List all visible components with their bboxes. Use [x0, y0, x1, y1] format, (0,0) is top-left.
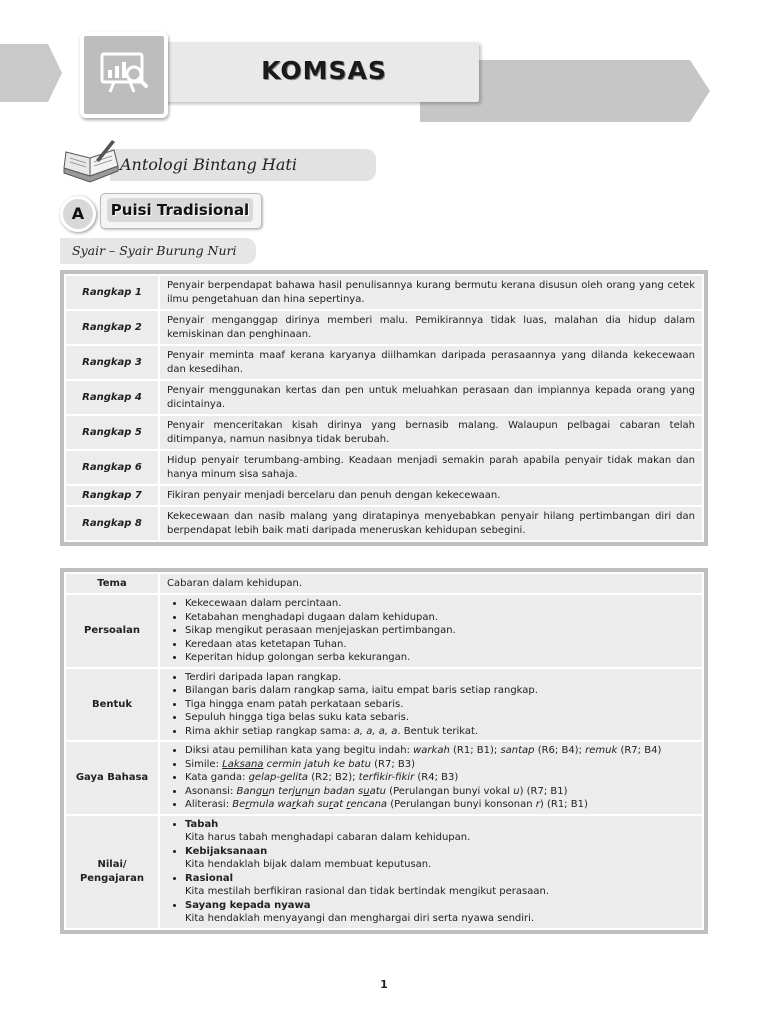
- stanza-label: Rangkap 2: [66, 311, 158, 344]
- stanza-label: Rangkap 7: [66, 486, 158, 505]
- diksi-prefix: Diksi atau pemilihan kata yang begitu indah:: [185, 745, 414, 756]
- phrase-part: atu: [369, 785, 386, 797]
- part-title-box: [100, 193, 262, 229]
- stanza-summary: Fikiran penyair menjadi bercelaru dan penuh dengan kekecewaan.: [160, 486, 702, 505]
- list-item: [185, 818, 695, 845]
- anthology-title: Antologi Bintang Hati: [120, 155, 297, 174]
- list-item: [185, 744, 695, 758]
- stanza-summary: Penyair meminta maaf kerana karyanya diilhamkan daripada perasaannya yang dilanda kekecewaan dan kesedihan.: [160, 346, 702, 379]
- list-item: • Tiga hingga enam patah perkataan sebaris.: [185, 698, 695, 712]
- phrase-underlined: r: [346, 799, 351, 810]
- list-item: • Keperitan hidup golongan serba kekurangan.: [185, 651, 695, 665]
- tema-value: Cabaran dalam kehidupan.: [160, 574, 702, 593]
- phrase-underlined: r: [291, 799, 296, 810]
- asonansi-vowel: u: [513, 785, 520, 797]
- nilai-title: Tabah: [185, 818, 219, 830]
- phrase-part: Bang: [236, 785, 263, 797]
- diksi-word: remuk: [585, 745, 618, 756]
- presentation-search-icon: [96, 46, 152, 102]
- stanza-summary: Penyair berpendapat bahawa hasil penulisannya kurang bermutu kerana disusun oleh orang yang cetek ilmu pengetahuan dan hina sepertinya.: [160, 276, 702, 309]
- nilai-label-line2: Pengajaran: [79, 872, 145, 884]
- stanza-label: Rangkap 1: [66, 276, 158, 309]
- stanza-summary: Hidup penyair terumbang-ambing. Keadaan menjadi semakin parah apabila penyair tidak makan dan hanya minum sisa sahaja.: [160, 451, 702, 484]
- stanza-summary: Penyair menggunakan kertas dan pen untuk meluahkan perasaan dan impiannya kepada orang yang dicintainya.: [160, 381, 702, 414]
- list-item: • Kekecewaan dalam percintaan.: [185, 597, 695, 611]
- table-row: [66, 346, 702, 379]
- stanza-summary: Penyair menceritakan kisah dirinya yang bernasib malang. Walaupun pelbagai cabaran telah ditimpanya, namun nasibnya tidak berubah.: [160, 416, 702, 449]
- phrase-underlined: r: [328, 799, 334, 810]
- part-title-inner: [107, 198, 253, 222]
- table-row: [66, 416, 702, 449]
- page-number: 1: [380, 978, 388, 991]
- list-item: • Keredaan atas ketetapan Tuhan.: [185, 638, 695, 652]
- analysis-table-frame: [60, 568, 708, 934]
- simile-prefix: Simile:: [185, 758, 223, 770]
- phrase-part: at: [333, 799, 347, 810]
- logo-badge: [80, 32, 168, 118]
- list-item: [185, 845, 695, 872]
- kata-ganda-word: gelap-gelita: [248, 772, 309, 783]
- table-row: [66, 742, 702, 814]
- row-label-bentuk: Bentuk: [66, 669, 158, 741]
- stanza-label: Rangkap 5: [66, 416, 158, 449]
- diksi-ref: (R7; B4): [617, 745, 662, 756]
- simile-ref: (R7; B3): [370, 758, 415, 770]
- list-item: [185, 758, 695, 772]
- nilai-title: Sayang kepada nyawa: [185, 899, 311, 911]
- table-row: [66, 311, 702, 344]
- phrase-underlined: r: [245, 799, 250, 810]
- phrase-part: kah su: [296, 799, 329, 810]
- stanza-table: [64, 274, 704, 542]
- persoalan-list: [167, 597, 695, 665]
- row-label-persoalan: Persoalan: [66, 595, 158, 667]
- asonansi-ref: (Perulangan bunyi vokal: [386, 785, 514, 797]
- book-quill-icon: [60, 138, 122, 184]
- row-label-tema: Tema: [66, 574, 158, 593]
- table-row: [66, 451, 702, 484]
- nilai-title: Rasional: [185, 872, 233, 884]
- list-item: • Ketabahan menghadapi dugaan dalam kehidupan.: [185, 611, 695, 625]
- rima-prefix: Rima akhir setiap rangkap sama:: [185, 725, 354, 737]
- bentuk-list-cell: [160, 669, 702, 741]
- banner-back-arrow: [690, 60, 710, 122]
- stanza-label: Rangkap 6: [66, 451, 158, 484]
- nilai-desc: Kita hendaklah menyayangi dan menghargai diri serta nyawa sendiri.: [185, 913, 535, 924]
- list-item: • Sepuluh hingga tiga belas suku kata sebaris.: [185, 711, 695, 725]
- phrase-underlined: u: [307, 785, 315, 797]
- aliterasi-consonant: r: [535, 799, 540, 810]
- list-item: [185, 872, 695, 899]
- phrase-part: mula wa: [249, 799, 292, 810]
- list-item: [185, 798, 695, 812]
- phrase-part: n terj: [268, 785, 296, 797]
- rima-pattern: a, a, a, a: [353, 725, 398, 737]
- list-item: [185, 725, 695, 739]
- simile-phrase: cermin jatuh ke batu: [263, 758, 371, 770]
- nilai-title: Kebijaksanaan: [185, 845, 268, 857]
- phrase-underlined: u: [262, 785, 269, 797]
- asonansi-ref: ) (R7; B1): [519, 785, 568, 797]
- phrase-part: Be: [232, 799, 246, 810]
- analysis-table: [64, 572, 704, 930]
- list-item: [185, 899, 695, 926]
- nilai-desc: Kita hendaklah bijak dalam membuat keputusan.: [185, 859, 432, 870]
- list-item: • Bilangan baris dalam rangkap sama, iaitu empat baris setiap rangkap.: [185, 684, 695, 698]
- list-item: • Terdiri daripada lapan rangkap.: [185, 671, 695, 685]
- kata-ganda-word: terfikir-fikir: [358, 772, 415, 783]
- banner-left-arrow: [48, 44, 62, 102]
- phrase-underlined: u: [363, 785, 370, 797]
- bentuk-list: [167, 671, 695, 739]
- asonansi-prefix: Asonansi:: [185, 785, 237, 797]
- list-item: [185, 785, 695, 799]
- stanza-summary: Penyair menganggap dirinya memberi malu. Pemikirannya tidak luas, malahan dia hidup dalam kemiskinan dan penghinaan.: [160, 311, 702, 344]
- gaya-bahasa-list-cell: [160, 742, 702, 814]
- kata-ganda-prefix: Kata ganda:: [185, 772, 249, 783]
- phrase-part: n: [301, 785, 308, 797]
- table-row: [66, 816, 702, 928]
- table-row: [66, 381, 702, 414]
- diksi-ref: (R6; B4);: [534, 745, 586, 756]
- table-row: [66, 507, 702, 540]
- simile-keyword: Laksana: [222, 758, 264, 770]
- poem-title: Syair – Syair Burung Nuri: [72, 243, 237, 258]
- aliterasi-phrase: [232, 799, 387, 810]
- nilai-list: [167, 818, 695, 926]
- aliterasi-prefix: Aliterasi:: [185, 799, 233, 810]
- rima-suffix: . Bentuk terikat.: [397, 725, 479, 737]
- kata-ganda-ref: (R2; B2);: [308, 772, 359, 783]
- aliterasi-ref: ) (R1; B1): [539, 799, 588, 810]
- table-row: [66, 669, 702, 741]
- stanza-summary: Kekecewaan dan nasib malang yang diratapinya menyebabkan penyair hilang pertimbangan diri dan berpendapat lebih baik mati daripada meneruskan kehidupan sebegini.: [160, 507, 702, 540]
- persoalan-list-cell: [160, 595, 702, 667]
- section-letter-badge: A: [60, 196, 96, 232]
- phrase-part: n badan s: [314, 785, 364, 797]
- phrase-underlined: u: [295, 785, 302, 797]
- table-row: [66, 486, 702, 505]
- stanza-label: Rangkap 4: [66, 381, 158, 414]
- stanza-label: Rangkap 8: [66, 507, 158, 540]
- asonansi-phrase: [237, 786, 386, 797]
- page-title: KOMSAS: [261, 56, 387, 85]
- phrase-part: encana: [350, 799, 388, 810]
- diksi-word: santap: [500, 745, 535, 756]
- nilai-list-cell: [160, 816, 702, 928]
- nilai-label-line1: Nilai/: [97, 859, 127, 870]
- table-row: [66, 276, 702, 309]
- row-label-gaya-bahasa: Gaya Bahasa: [66, 742, 158, 814]
- aliterasi-ref: (Perulangan bunyi konsonan: [387, 799, 536, 810]
- stanza-table-frame: [60, 270, 708, 546]
- banner-left-strip: [0, 44, 48, 102]
- row-label-nilai: [66, 816, 158, 928]
- diksi-ref: (R1; B1);: [449, 745, 501, 756]
- table-row: [66, 595, 702, 667]
- list-item: • Sikap mengikut perasaan menjejaskan pertimbangan.: [185, 624, 695, 638]
- nilai-desc: Kita harus tabah menghadapi cabaran dalam kehidupan.: [185, 832, 471, 843]
- diksi-word: warkah: [413, 745, 450, 756]
- stanza-label: Rangkap 3: [66, 346, 158, 379]
- list-item: [185, 771, 695, 785]
- gaya-bahasa-list: [167, 744, 695, 812]
- part-title: Puisi Tradisional: [110, 201, 250, 219]
- table-row: [66, 574, 702, 593]
- nilai-desc: Kita mestilah berfikiran rasional dan tidak bertindak mengikut perasaan.: [185, 886, 550, 897]
- kata-ganda-ref: (R4; B3): [414, 772, 459, 783]
